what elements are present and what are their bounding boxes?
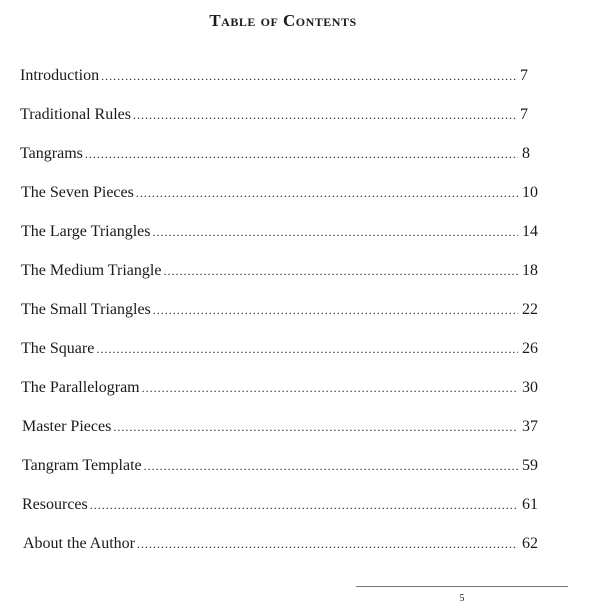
toc-entry-page: 8 <box>522 145 530 162</box>
toc-entry[interactable] <box>20 142 530 166</box>
toc-entry-label: Introduction <box>20 67 100 84</box>
dot-leader <box>101 64 516 88</box>
page-title: Table of Contents <box>209 11 357 30</box>
toc-entry-label: About the Author <box>23 535 135 552</box>
toc-entry[interactable] <box>22 454 538 478</box>
toc-entry-label: Tangram Template <box>22 457 142 474</box>
toc-entry[interactable] <box>21 376 538 400</box>
toc-entry-page: 61 <box>522 496 538 513</box>
toc-entry[interactable] <box>22 493 538 517</box>
toc-entry-page: 7 <box>520 67 528 84</box>
dot-leader <box>113 415 518 439</box>
dot-leader <box>90 493 518 517</box>
toc-entry-page: 7 <box>520 106 528 123</box>
toc-entry[interactable] <box>22 415 538 439</box>
toc-entry[interactable] <box>20 64 528 88</box>
toc-entry-label: Master Pieces <box>22 418 112 435</box>
toc-entry-label: The Square <box>21 340 95 357</box>
toc-entry[interactable] <box>21 337 538 361</box>
toc-entry[interactable] <box>21 259 538 283</box>
dot-leader <box>137 532 518 556</box>
dot-leader <box>133 103 516 127</box>
toc-entry-label: The Seven Pieces <box>21 184 134 201</box>
toc-entry[interactable] <box>21 298 538 322</box>
toc-entry[interactable] <box>21 220 538 244</box>
footer-divider <box>356 586 568 587</box>
dot-leader <box>163 259 518 283</box>
dot-leader <box>142 376 518 400</box>
toc-entry[interactable] <box>21 181 538 205</box>
toc-entry-page: 22 <box>522 301 538 318</box>
dot-leader <box>85 142 518 166</box>
toc-entry-label: Tangrams <box>20 145 83 162</box>
dot-leader <box>152 220 518 244</box>
toc-entry-page: 62 <box>522 535 538 552</box>
toc-entry-label: The Small Triangles <box>21 301 151 318</box>
toc-entry-label: The Large Triangles <box>21 223 151 240</box>
toc-entry-page: 18 <box>522 262 538 279</box>
dot-leader <box>96 337 518 361</box>
toc-entry-page: 14 <box>522 223 538 240</box>
toc-entry-page: 30 <box>522 379 538 396</box>
toc-entry-label: Traditional Rules <box>20 106 131 123</box>
toc-entry-label: The Parallelogram <box>21 379 140 396</box>
toc-entry-page: 37 <box>522 418 538 435</box>
toc-entry[interactable] <box>20 103 528 127</box>
toc-entry-label: Resources <box>22 496 88 513</box>
toc-entry-label: The Medium Triangle <box>21 262 162 279</box>
toc-entry-page: 10 <box>522 184 538 201</box>
toc-entry-page: 59 <box>522 457 538 474</box>
dot-leader <box>144 454 518 478</box>
dot-leader <box>153 298 518 322</box>
toc-entry-page: 26 <box>522 340 538 357</box>
dot-leader <box>136 181 518 205</box>
toc-entry[interactable] <box>23 532 538 556</box>
page-number: 5 <box>459 593 465 604</box>
